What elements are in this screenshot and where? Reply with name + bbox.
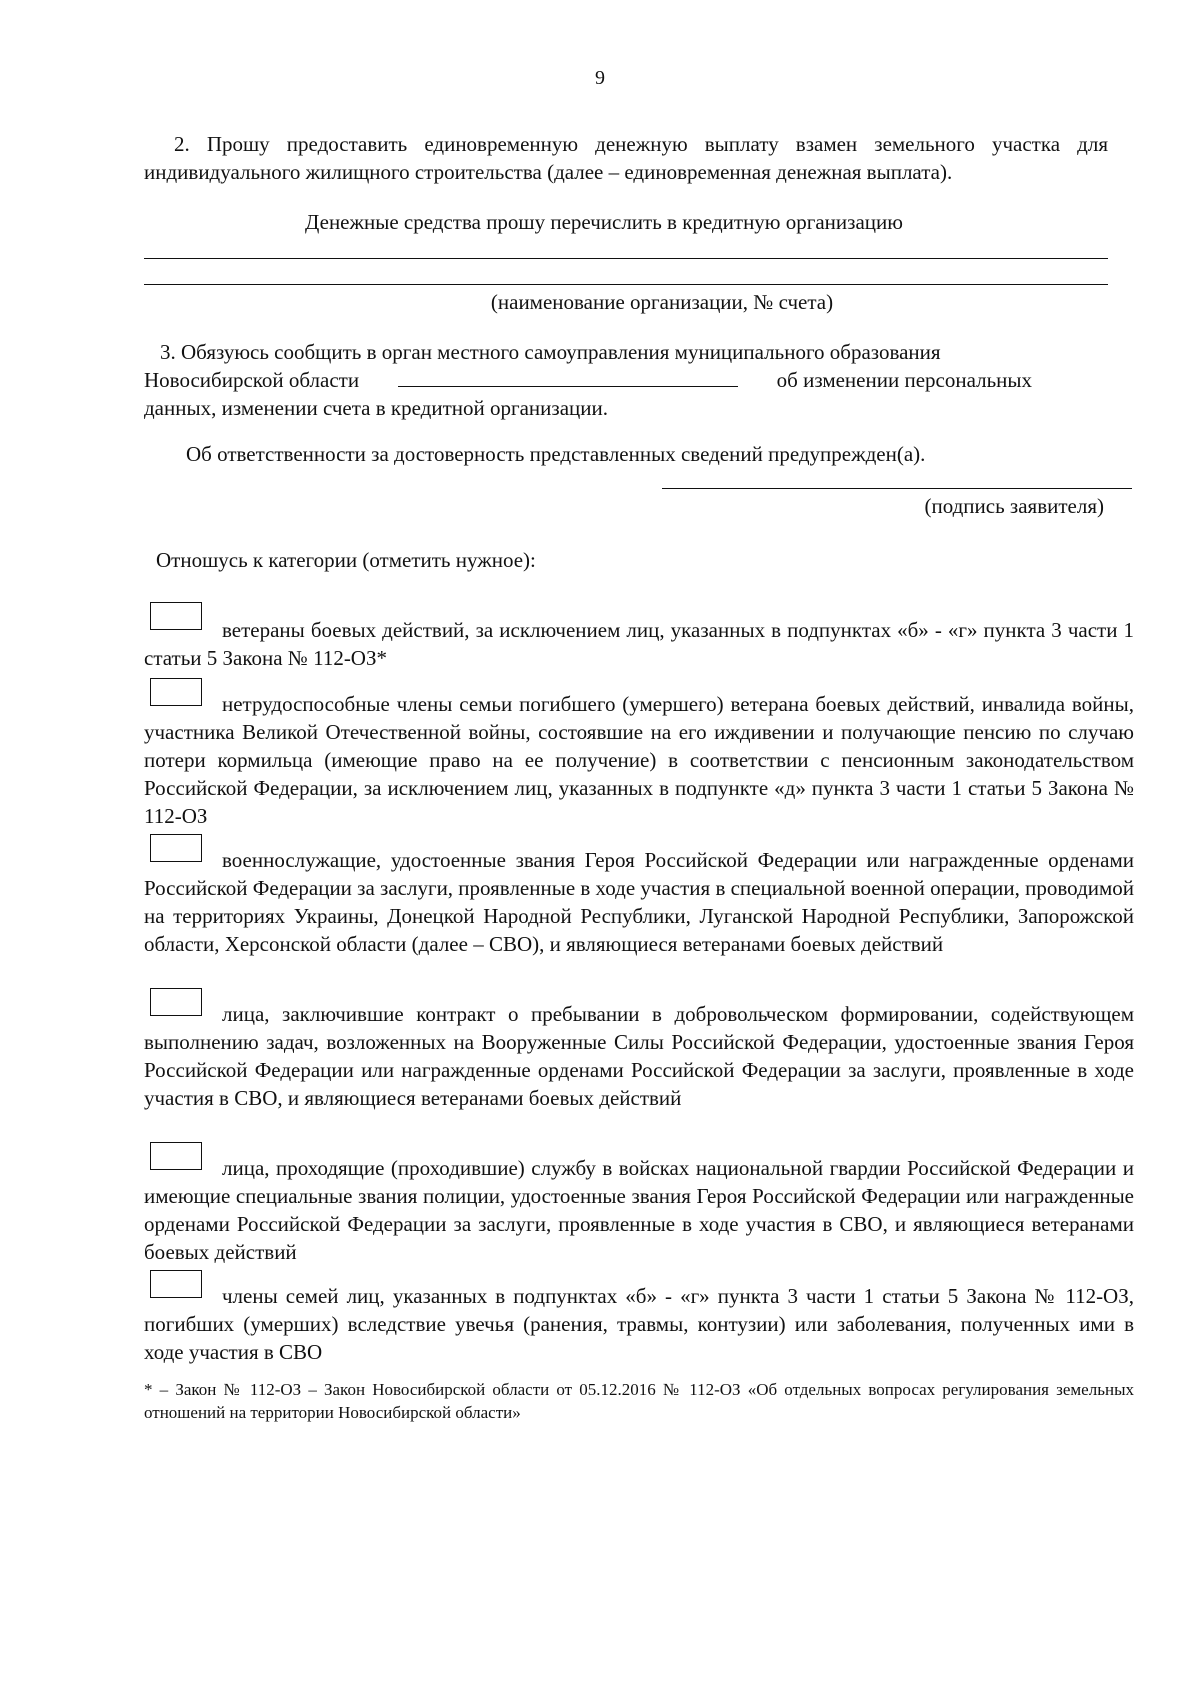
category-item bbox=[144, 1282, 1134, 1366]
page-number: 9 bbox=[595, 67, 605, 89]
org-name-blank-line-2[interactable] bbox=[144, 284, 1108, 285]
category-text: нетрудоспособные члены семьи погибшего (умершего) ветерана боевых действий, инвалида войны, участника Великой Отечественной войны, состоявшие на его иждивении и получающие пенсию по случаю потери кормильца (имеющие право на ее получение) в соответствии с пенсионным законодательством Российской Федерации, за исключением лиц, указанных в подпункте «д» пункта 3 части 1 статьи 5 Закона № 112-ОЗ bbox=[144, 692, 1134, 828]
category-checkbox[interactable] bbox=[150, 834, 202, 862]
section2-paragraph: 2. Прошу предоставить единовременную денежную выплату взамен земельного участка для индивидуального жилищного строительства (далее – единовременная денежная выплата). bbox=[144, 132, 1108, 184]
category-checkbox[interactable] bbox=[150, 678, 202, 706]
category-text: военнослужащие, удостоенные звания Героя Российской Федерации или награжденные орденами Российской Федерации за заслуги, проявленные в ходе участия в специальной военной операции, проводимой на территориях Украины, Донецкой Народной Республики, Луганской Народной Республики, Запорожской области, Херсонской области (далее – СВО), и являющиеся ветеранами боевых действий bbox=[144, 848, 1135, 956]
category-checkbox[interactable] bbox=[150, 988, 202, 1016]
category-item bbox=[144, 1000, 1134, 1112]
org-name-blank-line-1[interactable] bbox=[144, 258, 1108, 259]
section3-line2 bbox=[144, 366, 1032, 394]
signature-caption: (подпись заявителя) bbox=[924, 494, 1104, 518]
category-item bbox=[144, 690, 1134, 830]
category-item bbox=[144, 846, 1134, 958]
section3-line2-right: об изменении персональных bbox=[776, 368, 1032, 392]
footnote: * – Закон № 112-ОЗ – Закон Новосибирской области от 05.12.2016 № 112-ОЗ «Об отдельных вопросах регулирования земельных отношений на территории Новосибирской области» bbox=[144, 1380, 1134, 1422]
category-checkbox[interactable] bbox=[150, 1142, 202, 1170]
category-text: ветераны боевых действий, за исключением лиц, указанных в подпунктах «б» - «г» пункта 3 части 1 статьи 5 Закона № 112-ОЗ* bbox=[144, 618, 1134, 670]
municipality-blank[interactable] bbox=[398, 366, 738, 387]
category-text: лица, заключившие контракт о пребывании в добровольческом формировании, содействующем выполнению задач, возложенных на Вооруженные Силы Российской Федерации, удостоенные звания Героя Российской Федерации или награжденные орденами Российской Федерации за заслуги, проявленные в ходе участия в СВО, и являющиеся ветеранами боевых действий bbox=[144, 1002, 1134, 1110]
category-item bbox=[144, 616, 1134, 672]
section3-line3: данных, изменении счета в кредитной организации. bbox=[144, 396, 608, 420]
signature-line[interactable] bbox=[662, 488, 1132, 489]
category-checkbox[interactable] bbox=[150, 1270, 202, 1298]
category-heading: Отношусь к категории (отметить нужное): bbox=[156, 548, 536, 572]
section3 bbox=[144, 338, 1032, 422]
category-text: члены семей лиц, указанных в подпунктах «б» - «г» пункта 3 части 1 статьи 5 Закона № 112-ОЗ, погибших (умерших) вследствие увечья (ранения, травмы, контузии) или заболевания, полученных ими в ходе участия в СВО bbox=[144, 1284, 1134, 1364]
org-caption: (наименование организации, № счета) bbox=[490, 290, 834, 314]
section3-line2-left: Новосибирской области bbox=[144, 368, 360, 392]
category-item bbox=[144, 1154, 1134, 1266]
section3-line1: 3. Обязуюсь сообщить в орган местного самоуправления муниципального образования bbox=[160, 340, 941, 364]
transfer-line: Денежные средства прошу перечислить в кредитную организацию bbox=[305, 210, 903, 234]
responsibility-statement: Об ответственности за достоверность представленных сведений предупрежден(а). bbox=[186, 442, 926, 466]
category-checkbox[interactable] bbox=[150, 602, 202, 630]
category-text: лица, проходящие (проходившие) службу в войсках национальной гвардии Российской Федерации и имеющие специальные звания полиции, удостоенные звания Героя Российской Федерации или награжденные орденами Российской Федерации за заслуги, проявленные в ходе участия в СВО, и являющиеся ветеранами боевых действий bbox=[144, 1156, 1134, 1264]
